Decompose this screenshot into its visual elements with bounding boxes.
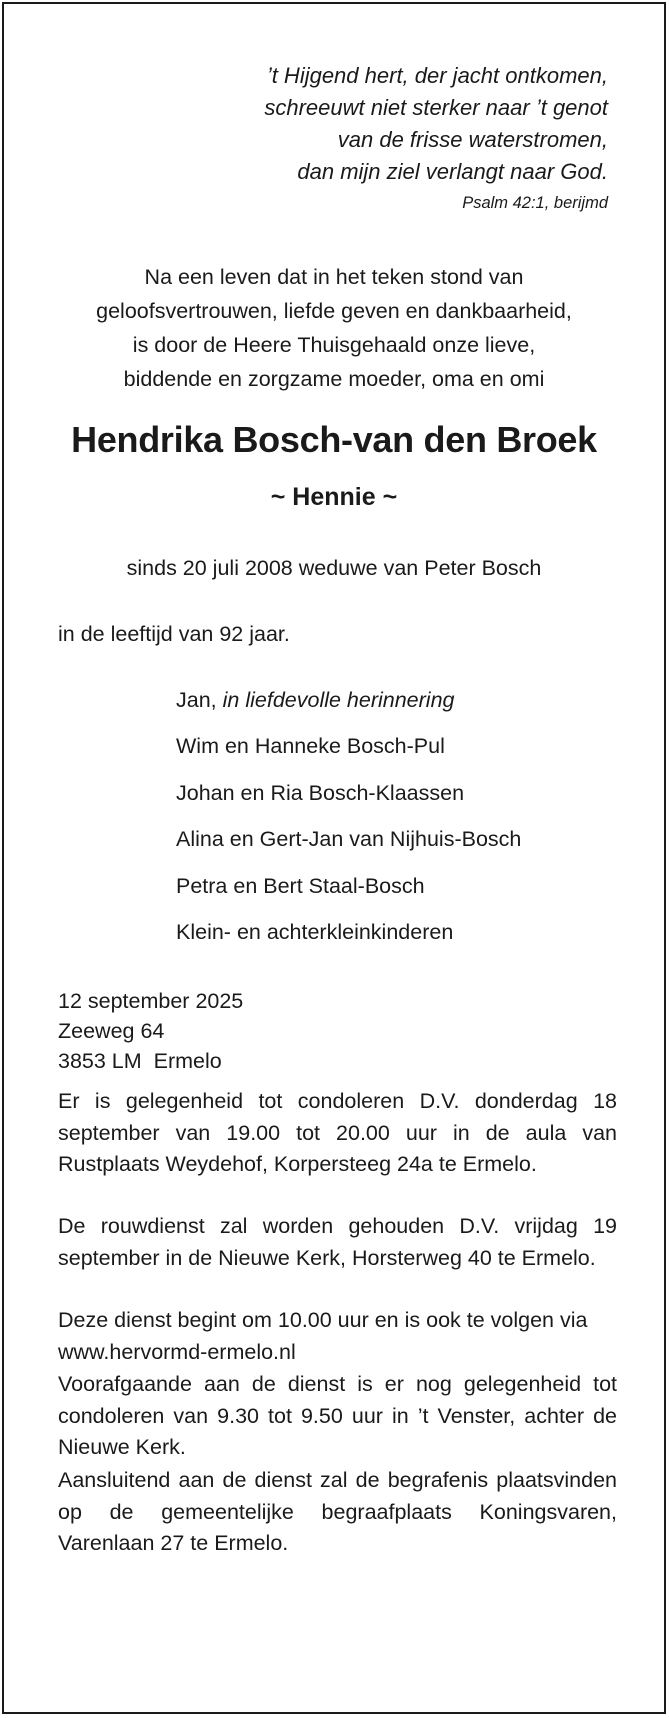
info-service-paragraph: De rouwdienst zal worden gehouden D.V. vrijdag 19 september in de Nieuwe Kerk, Horsterweg 40 te Ermelo. (58, 1214, 617, 1270)
address-street: Zeeweg 64 (58, 1019, 165, 1043)
deceased-nickname: ~ Hennie ~ (270, 483, 398, 511)
verse-line: dan mijn ziel verlangt naar God. (297, 159, 608, 184)
address-block (58, 986, 243, 1076)
intro-line: Na een leven dat in het teken stond van (144, 265, 524, 289)
info-pre-service-paragraph: Voorafgaande aan de dienst is er nog gelegenheid tot condoleren van 9.30 tot 9.50 uur in ’t Venster, achter de Nieuwe Kerk. (58, 1372, 617, 1459)
family-member-note: in liefdevolle herinnering (222, 688, 455, 712)
deceased-name: Hendrika Bosch-van den Broek (71, 419, 597, 460)
intro-line: biddende en zorgzame moeder, oma en omi (123, 367, 545, 391)
family-member (176, 917, 521, 947)
verse-line: ’t Hijgend hert, der jacht ontkomen, (266, 63, 608, 88)
notice-date: 12 september 2025 (58, 989, 244, 1013)
psalm-verse (264, 60, 608, 216)
info-condolence-paragraph: Er is gelegenheid tot condoleren D.V. donderdag 18 september van 19.00 tot 20.00 uur in de aula van Rustplaats Weydehof, Korpersteeg 24a te Ermelo. (58, 1089, 617, 1176)
info-burial-paragraph: Aansluitend aan de dienst zal de begrafenis plaatsvinden op de gemeentelijke begraafplaats Koningsvaren, Varenlaan 27 te Ermelo. (58, 1468, 617, 1555)
intro-text (4, 260, 664, 396)
death-notice (2, 2, 666, 1714)
family-member-name: Johan en Ria Bosch-Klaassen (176, 780, 465, 805)
address-city: 3853 LM Ermelo (58, 1049, 222, 1073)
family-member-name: Petra en Bert Staal-Bosch (176, 873, 425, 898)
intro-line: is door de Heere Thuisgehaald onze lieve, (132, 333, 536, 357)
intro-line: geloofsvertrouwen, liefde geven en dankbaarheid, (96, 299, 572, 323)
verse-line: schreeuwt niet sterker naar ’t genot (264, 95, 608, 120)
family-member (176, 778, 521, 808)
family-member (176, 824, 521, 854)
family-member (176, 871, 521, 901)
widow-line: sinds 20 juli 2008 weduwe van Peter Bosch (126, 556, 542, 580)
family-list (176, 685, 521, 963)
age-line: in de leeftijd van 92 jaar. (58, 622, 290, 646)
family-member (176, 685, 521, 715)
family-member-name: Jan, (176, 688, 223, 712)
family-member-name: Alina en Gert-Jan van Nijhuis-Bosch (176, 827, 522, 852)
family-member-name: Wim en Hanneke Bosch-Pul (176, 734, 445, 759)
info-livestream-paragraph: Deze dienst begint om 10.00 uur en is ook te volgen via www.hervormd-ermelo.nl (58, 1308, 588, 1364)
verse-line: van de frisse waterstromen, (337, 127, 608, 152)
verse-source: Psalm 42:1, berijmd (462, 194, 608, 212)
family-member (176, 731, 521, 761)
family-member-name: Klein- en achterkleinkinderen (176, 919, 454, 944)
